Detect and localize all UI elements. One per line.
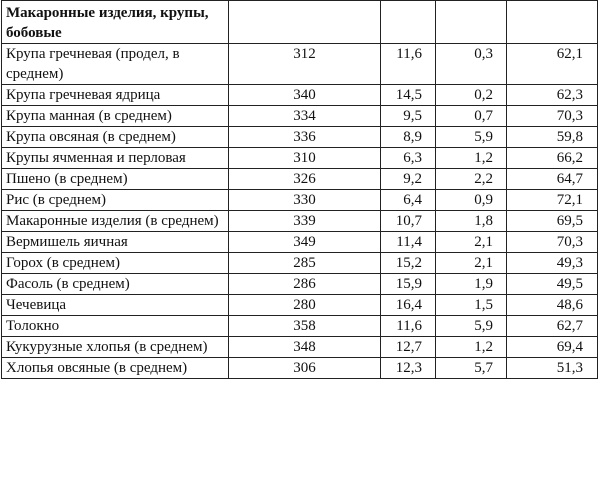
product-name-cell: Горох (в среднем) [2, 253, 229, 274]
table-row [2, 316, 598, 337]
product-name-cell: Пшено (в среднем) [2, 169, 229, 190]
protein-cell: 9,2 [381, 169, 436, 190]
carbs-cell: 69,4 [507, 337, 598, 358]
table-row [2, 211, 598, 232]
kcal-cell: 280 [229, 295, 381, 316]
protein-cell: 14,5 [381, 85, 436, 106]
table-row [2, 44, 598, 85]
fat-cell: 1,2 [436, 337, 507, 358]
kcal-cell: 330 [229, 190, 381, 211]
carbs-cell: 64,7 [507, 169, 598, 190]
table-row [2, 106, 598, 127]
kcal-cell: 348 [229, 337, 381, 358]
fat-cell: 0,2 [436, 85, 507, 106]
carbs-header [507, 1, 598, 44]
fat-cell: 1,5 [436, 295, 507, 316]
nutrition-table [1, 0, 598, 379]
kcal-cell: 312 [229, 44, 381, 85]
product-name-cell: Рис (в среднем) [2, 190, 229, 211]
kcal-cell: 285 [229, 253, 381, 274]
fat-cell: 2,1 [436, 253, 507, 274]
table-row [2, 253, 598, 274]
product-name-cell: Вермишель яичная [2, 232, 229, 253]
kcal-cell: 306 [229, 358, 381, 379]
carbs-cell: 51,3 [507, 358, 598, 379]
carbs-cell: 49,5 [507, 274, 598, 295]
kcal-cell: 340 [229, 85, 381, 106]
carbs-cell: 70,3 [507, 106, 598, 127]
carbs-cell: 72,1 [507, 190, 598, 211]
kcal-cell: 326 [229, 169, 381, 190]
product-name-cell: Крупы ячменная и перловая [2, 148, 229, 169]
protein-cell: 10,7 [381, 211, 436, 232]
table-row [2, 127, 598, 148]
protein-cell: 12,3 [381, 358, 436, 379]
carbs-cell: 62,1 [507, 44, 598, 85]
carbs-cell: 69,5 [507, 211, 598, 232]
carbs-cell: 49,3 [507, 253, 598, 274]
product-name-cell: Чечевица [2, 295, 229, 316]
product-name-cell: Толокно [2, 316, 229, 337]
fat-cell: 1,8 [436, 211, 507, 232]
product-name-cell: Макаронные изделия (в среднем) [2, 211, 229, 232]
carbs-cell: 66,2 [507, 148, 598, 169]
kcal-cell: 310 [229, 148, 381, 169]
table-row [2, 337, 598, 358]
kcal-cell: 358 [229, 316, 381, 337]
protein-cell: 11,6 [381, 44, 436, 85]
kcal-cell: 349 [229, 232, 381, 253]
protein-cell: 16,4 [381, 295, 436, 316]
table-row [2, 169, 598, 190]
product-name-cell: Фасоль (в среднем) [2, 274, 229, 295]
protein-cell: 6,3 [381, 148, 436, 169]
kcal-cell: 339 [229, 211, 381, 232]
table-row [2, 358, 598, 379]
product-name-cell: Хлопья овсяные (в среднем) [2, 358, 229, 379]
carbs-cell: 62,7 [507, 316, 598, 337]
fat-cell: 0,9 [436, 190, 507, 211]
fat-cell: 1,9 [436, 274, 507, 295]
fat-cell: 0,3 [436, 44, 507, 85]
carbs-cell: 70,3 [507, 232, 598, 253]
protein-header [381, 1, 436, 44]
protein-cell: 6,4 [381, 190, 436, 211]
product-name-cell: Крупа гречневая (продел, в среднем) [2, 44, 229, 85]
protein-cell: 9,5 [381, 106, 436, 127]
fat-cell: 5,9 [436, 127, 507, 148]
protein-cell: 8,9 [381, 127, 436, 148]
kcal-cell: 286 [229, 274, 381, 295]
protein-cell: 11,6 [381, 316, 436, 337]
fat-cell: 2,1 [436, 232, 507, 253]
table-row [2, 148, 598, 169]
fat-cell: 1,2 [436, 148, 507, 169]
table-row [2, 85, 598, 106]
fat-cell: 0,7 [436, 106, 507, 127]
protein-cell: 12,7 [381, 337, 436, 358]
protein-cell: 11,4 [381, 232, 436, 253]
product-name-cell: Крупа овсяная (в среднем) [2, 127, 229, 148]
table-row [2, 232, 598, 253]
kcal-header [229, 1, 381, 44]
fat-cell: 5,7 [436, 358, 507, 379]
table-row [2, 295, 598, 316]
fat-cell: 2,2 [436, 169, 507, 190]
product-name-cell: Крупа гречневая ядрица [2, 85, 229, 106]
protein-cell: 15,2 [381, 253, 436, 274]
table-row [2, 274, 598, 295]
carbs-cell: 62,3 [507, 85, 598, 106]
product-name-cell: Крупа манная (в среднем) [2, 106, 229, 127]
category-header: Макаронные изделия, крупы, бобовые [2, 1, 229, 44]
kcal-cell: 334 [229, 106, 381, 127]
table-row [2, 190, 598, 211]
product-name-cell: Кукурузные хлопья (в среднем) [2, 337, 229, 358]
carbs-cell: 48,6 [507, 295, 598, 316]
protein-cell: 15,9 [381, 274, 436, 295]
fat-cell: 5,9 [436, 316, 507, 337]
fat-header [436, 1, 507, 44]
kcal-cell: 336 [229, 127, 381, 148]
carbs-cell: 59,8 [507, 127, 598, 148]
table-header-row [2, 1, 598, 44]
